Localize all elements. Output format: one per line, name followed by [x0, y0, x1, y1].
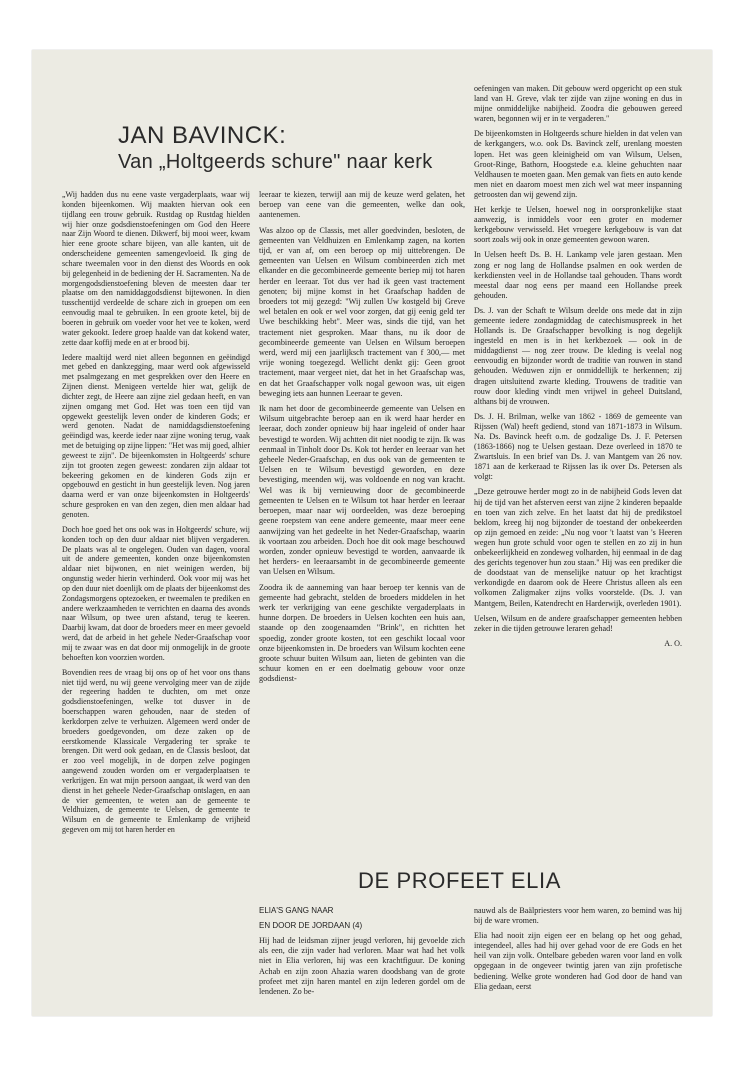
section-label: ELIA'S GANG NAAR	[259, 906, 334, 915]
paragraph: Uelsen, Wilsum en de andere graafschapper gemeenten hebben zeker in die tijden getrouwe leraren gehad!	[474, 613, 682, 633]
section-title: DE PROFEET ELIA	[358, 868, 561, 893]
author-signature: A. O.	[664, 638, 682, 648]
paragraph: Het kerkje te Uelsen, hoewel nog in oorspronkelijke staat aanwezig, is inmiddels voor een groter en moderner kerkgebouw verwisseld. Het vroegere kerkgebouw is van dat soort zoals wij ook in onze gemeenten gewoon waren.	[474, 205, 682, 245]
paragraph: „Deze getrouwe herder mogt zo in de nabijheid Gods leven dat hij de tijd van het afsterven eerst van zijne 2 kinderen bepaalde en toen van zich zelve. En het laatst dat hij de predikstoel beklom, kreeg hij nog bijzonder de toestand der onbekeerden op zijn gemoed en zeide: „Nu nog voor 't laatst van 's Heeren wegen hun grote schuld voor ogen te stellen en zo zij in hun onbekeerlijkheid en zondeweg volharden, hij eenmaal in de dag des gerichts tegenover hun zou staan." Hij was een prediker die de doodstaat van de menselijke natuur op het krachtigst verkondigde en daarom ook de Heere Christus alleen als een volkomen Zaligmaker zijns volks voorstelde. (Ds. J. van Mantgem, Beilen, Katendrecht en Harderwijk, overleden 1901).	[474, 487, 682, 608]
article-column-3	[474, 84, 682, 649]
paragraph: Was alzoo op de Classis, met aller goedvinden, besloten, de gemeenten van Veldhuizen en Emlenkamp zagen, na korten tijd, er van af, om een beroep op mij uittebrengen. De gemeenten van Uelsen en Wilsum combineerden zich met elkander en die gecombineerde gemeente beriep mij tot haren herder en leeraar. Tot dus ver had ik geen vast tractement genoten; bij mijne komst in het Graafschap hadden de broeders tot mij gezegd: "Wij zullen Uw kostgeld bij Greve wel betalen en ook er wel voor zorgen, dat gij eenig geld ter Uwe beschikking hebt". Meer was, sinds die tijd, van het tractement niet gesproken. Maar thans, nu ik door de gecombineerde gemeente van Uelsen en Wilsum beroepen werd, werd mij een jaarlijksch tractement van f 300,— met vrije woning toegezegd. Wellicht denkt gij: Geen groot tractement, maar vergeet niet, dat het in het Graafschap was, en dat het Graafschapper volk nogal gewoon was, uit eigen beweging iets aan hunnen Leeraar te geven.	[259, 225, 465, 398]
paragraph: Ik nam het door de gecombineerde gemeente van Uelsen en Wilsum uitgebrachte beroep aan en ik werd haar herder en leeraar, doch zonder opnieuw bij haar ingeleid of onder haar bevestigd te worden. Wij achtten dit niet noodig te zijn. Ik was eenmaal in Tinholt door Ds. Kok tot herder en leeraar van het geheele Neder-Graafschap, en dus ook van de gemeenten te Uelsen en te Wilsum bevestigd geworden, en deze bevestiging, meenden wij, was voldoende en nog van kracht. Wel was ik bij vernieuwing door de gecombineerde gemeenten te Uelsen en te Wilsum tot haar herder en leeraar beroepen, maar naar wij oordeelden, was deze beroeping geene roepstem van eene andere gemeente, maar meer eene aanwijzing van het gedeelte in het Neder-Graafschap, waarin ik voortaan zou arbeiden. Doch hoe dit ook mage beschouwd worden, zonder opnieuw bevestigd te worden, aanvaarde ik het herders- en leeraarsambt in de gecombineerde gemeente van Uelsen en Wilsum.	[259, 404, 465, 577]
paragraph: De bijeenkomsten in Holtgeerds schure hielden in dat velen van de kerkgangers, w.o. ook Ds. Bavinck zelf, urenlang moesten lopen. Het was geen kleinigheid om van Wilsum, Uelsen, Groot-Ringe, Bathorn, Hoogstede e.a. kleine gehuchten naar Veldhausen te moeten gaan. Men gemak van fiets en auto kende men niet en daarom moest men zich wel wat meer inspanning getroosten dan wij gewend zijn.	[474, 129, 682, 199]
section-label: EN DOOR DE JORDAAN (4)	[259, 921, 363, 930]
article-title: JAN BAVINCK:	[118, 122, 287, 149]
paragraph: Ds. J. H. Brilman, welke van 1862 - 1869 de gemeente van Rijssen (Wal) heeft gediend, stond van 1871-1873 in Wilsum. Na. Ds. Bavinck heeft o.m. de godzalige Ds. J. F. Petersen (1863-1866) nog te Uelsen gestaan. Deze overleed in 1870 te Zwartsluis. In een brief van Ds. J. van Mantgem van 26 nov. 1871 aan de kerkeraad te Rijssen las ik over Ds. Petersen als volgt:	[474, 411, 682, 482]
paragraph: Iedere maaltijd werd niet alleen begonnen en geëindigd met gebed en dankzegging, maar werd ook afgewisseld met psalmgezang en met gesprekken over den Heere en Zijnen dienst. Menigeen vertelde hier wat, gelijk de dichter zegt, de Heere aan zijne ziel gedaan heeft, en van zijnen omgang met God. Het was toen een tijd van opgewekt geestelijk leven onder de kinderen Gods; er werd genoten. Nadat de namiddagsdienstoefening geëindigd was, keerde ieder naar zijne woning terug, vaak met de betuiging op zijne lippen: "Het was mij goed, alhier geweest te zijn". De bijeenkomsten in Holtgeerds' schure zijn tot grooten zegen geweest: zondaren zijn aldaar tot bekeering gekomen en de kinderen Gods zijn er opgebouwd en gesticht in hun geestelijk leven. Nog jaren daarna werd er van onze bijeenkomsten in Holtgeerds' schure gesproken en van den zegen, dien men aldaar had genoten.	[62, 352, 250, 519]
magazine-page	[32, 50, 712, 1016]
article-column-2	[259, 190, 465, 690]
paragraph: „Wij hadden dus nu eene vaste vergaderplaats, waar wij konden bijeenkomen. Wij maakten hiervan ook een tijdlang een trouw gebruik. Rustdag op Rustdag hielden wij hier onze godsdienstoefeningen om God den Heere naar Zijn Woord te dienen. Dikwerf, bij mooi weer, kwam hier eene groote schare bijeen, van alle kanten, uit de onderscheidene gemeenten samengevloeid. Ik ging de schare tweemalen voor in den dienst des Woords en ook bij gelegenheid in de bediening der H. Sacramenten. Na de morgengodsdienstoefening bleven de meesten daar ter plaatse om den namiddaggodsdienst bijtewonen. In dien tusschentijd verdeelde de schare zich in groepen om een eenvoudig maal te gebruiken. In een groote ketel, bij de boeren in gebruik om voeder voor het vee te koken, werd water gekookt. Iedere groep haalde van dat kokend water, zette daar koffij mede en at er brood bij.	[62, 190, 250, 347]
article-column-1	[62, 190, 250, 840]
paragraph: Doch hoe goed het ons ook was in Holtgeerds' schure, wij konden toch op den duur aldaar niet blijven vergaderen. De plaats was al te ongelegen. Ouden van dagen, vooral uit de andere gemeenten, konden onze bijeenkomsten aldaar niet bijwonen, en niet weinigen werden, bij ongunstig weder hierin verhinderd. Ook voor mij was het op den duur niet doenlijk om de plaats der bijeenkomst des Zondagsmorgens optezoeken, er tweemalen te prediken en andere werkzaamheden te verrichten en daarna des avonds naar Wilsum, op twee uren afstand, terug te keeren. Daarbij kwam, dat door de broeders meer en meer gevoeld werd, dat de arbeid in het gehele Neder-Graafschap voor mij te zwaar was en dat door mij onmogelijk in de groote behoeften kon voorzien worden.	[62, 524, 250, 662]
paragraph: nauwd als de Baälpriesters voor hem waren, zo bemind was hij bij de ware vromen.	[474, 906, 682, 926]
paragraph: Ds. J. van der Schaft te Wilsum deelde ons mede dat in zijn gemeente iedere zondagmiddag de catechismuspreek in het Hollands is. De Graafschapper bevolking is nog degelijk ingesteld en men is in het kerkbezoek — ook in de middagdienst — nog zeer trouw. De kleding is veelal nog eenvoudig en bijzonder wordt de traditie van rouwen in stand gehouden. Weduwen zijn er onmiddellijk te herkennen; zij dragen uitsluitend zwarte kleding. Trouwens de traditie van rouw door kleding vindt men vrijwel in geheel Duitsland, althans bij de vrouwen.	[474, 305, 682, 406]
paragraph: Hij had de leidsman zijner jeugd verloren, hij gevoelde zich als een, die zijn vader had verloren. Maar wat had het volk niet in Elia verloren, hij was een krachtfiguur. De koning Achab en zijn zoon Ahazia waren doodsbang van de grote profeet met zijn haren mantel en zijn lederen gordel om de lendenen. Zo be-	[259, 936, 465, 997]
paragraph: oefeningen van maken. Dit gebouw werd opgericht op een stuk land van H. Greve, vlak ter zijde van zijne woning en dus in mijne onmiddelijke nabijheid. Zoodra die gebouwen gereed waren, begonnen wij er in te vergaderen."	[474, 84, 682, 124]
paragraph: Zoodra ik de aanneming van haar beroep ter kennis van de gemeente had gebracht, stelden de broeders middelen in het werk ter verkrijging van eene geschikte vergaderplaats in hunne dorpen. De broeders in Uelsen kochten een huis aan, staande op den zoogenaamden "Brink", en richtten het spoedig, zonder groote kosten, tot een geschikt locaal voor onze bijeenkomsten in. De broeders van Wilsum kochten eene groote schuur buiten Wilsum aan, lieten de gebinten van die schuur komen en er een doelmatig gebouw voor onze godsdienst-	[259, 582, 465, 684]
paragraph: Elia had nooit zijn eigen eer en belang op het oog gehad, integendeel, alles had hij over gehad voor de ere Gods en het heil van zijn volk. Ontelbare gebeden waren voor land en volk opgegaan in de ongeveer twintig jaren van zijn profetische bediening. Welke grote wonderen had God door de hand van Elia gedaan, eerst	[474, 931, 682, 991]
article-subtitle: Van „Holtgeerds schure" naar kerk	[118, 151, 433, 173]
paragraph: Bovendien rees de vraag bij ons op of het voor ons thans niet tijd werd, nu wij geene vervolging meer van de zijde der regeering hadden te duchten, om met onze godsdienstoefeningen, welke tot dusver in de boerschappen waren gehouden, naar de steden of kerkdorpen zelve te verhuizen. Algemeen werd onder de broeders goedgevonden, om deze zaken op de eerstkomende Klassicale Vergadering ter sprake te brengen. Dit werd ook gedaan, en de Classis besloot, dat er zoo veel mogelijk, in de dorpen zelve pogingen aangewend zouden worden om er vergaderplaatsen te verkrijgen. En wat mijn persoon aangaat, ik werd van den dienst in het geheele Neder-Graafschap ontslagen, en aan de vier gemeenten, te weten aan de gemeente te Veldhuizen, de gemeente te Uelsen, de gemeente te Wilsum en de gemeente te Emlenkamp de vrijheid gegeven om mij tot haren herder en	[62, 667, 250, 835]
paragraph: In Uelsen heeft Ds. B. H. Lankamp vele jaren gestaan. Men zong er nog lang de Hollandse psalmen en ook werden de kerkdiensten veel in de Hollandse taal gehouden. Thans wordt meestal daar nog eens per maand een Hollandse preek gehouden.	[474, 250, 682, 300]
article2-column-2	[259, 906, 465, 1002]
paragraph: leeraar te kiezen, terwijl aan mij de keuze werd gelaten, het beroep van eene van die gemeenten, welke dan ook, aantenemen.	[259, 190, 465, 220]
article2-column-3	[474, 906, 682, 997]
